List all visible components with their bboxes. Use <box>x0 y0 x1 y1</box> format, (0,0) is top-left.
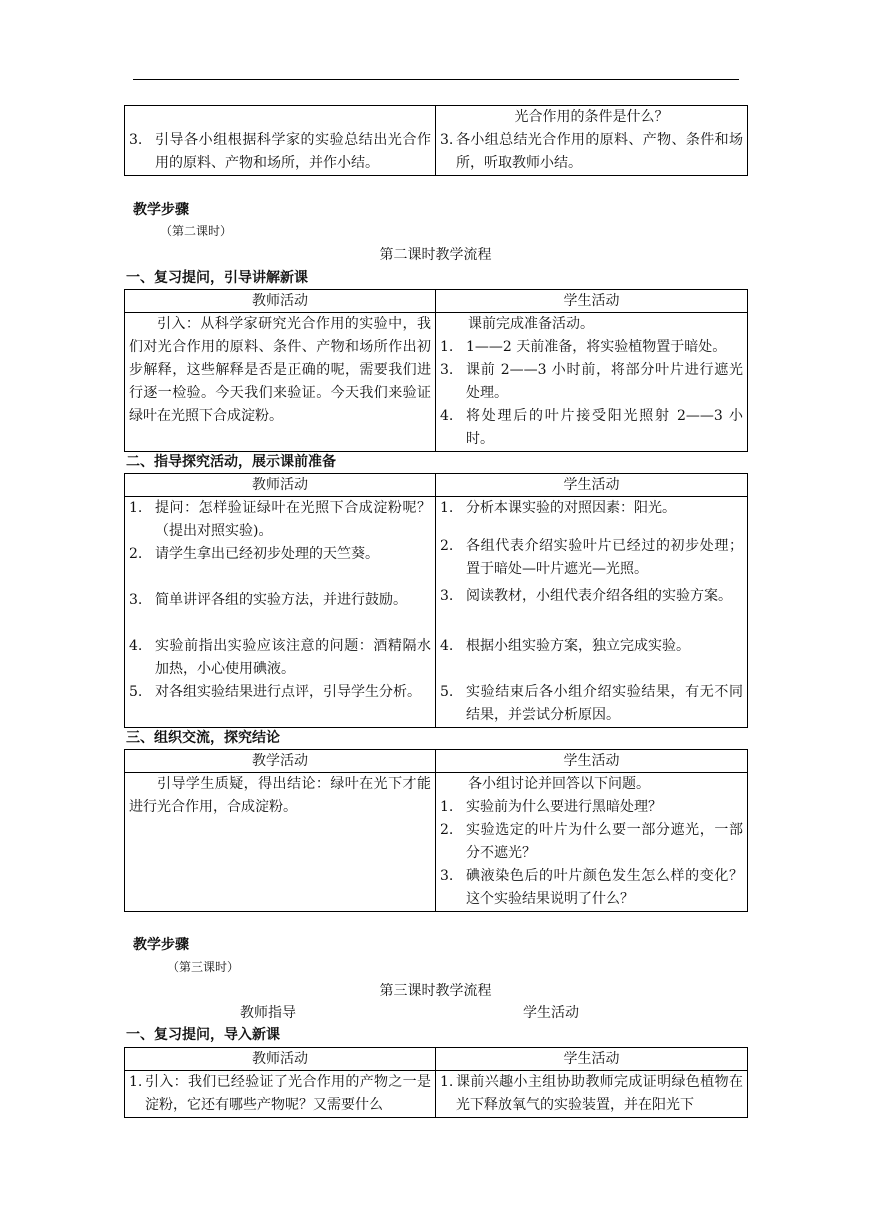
continuation-table <box>124 105 748 176</box>
list-item: 3. 碘液染色后的叶片颜色发生怎么样的变化？这个实验结果说明了什么？ <box>440 868 743 907</box>
lesson3-step1-table <box>124 1047 748 1118</box>
list-item: 1. 分析本课实验的对照因素：阳光。 <box>440 500 676 516</box>
section-heading: 教学步骤 <box>133 937 189 953</box>
step-heading: 一、复习提问，导入新课 <box>126 1027 280 1043</box>
col-header-student: 学生活动 <box>436 750 748 773</box>
step-heading: 一、复习提问，引导讲解新课 <box>126 270 308 286</box>
table-row <box>125 497 748 728</box>
col-header-student: 学生活动 <box>436 474 748 497</box>
header-rule <box>133 79 739 80</box>
col-header-student: 学生活动 <box>436 290 748 313</box>
lesson2-step1-table <box>124 289 748 452</box>
list-item: 3. 课前 2——3 小时前，将部分叶片进行遮光处理。 <box>440 362 743 401</box>
step-heading: 二、指导探究活动，展示课前准备 <box>126 454 336 470</box>
table-row <box>125 773 748 912</box>
col-header-teacher: 教师活动 <box>125 290 436 313</box>
lesson2-step2-table <box>124 473 748 728</box>
table-header-row <box>125 290 748 313</box>
list-item: 2. 实验选定的叶片为什么要一部分遮光，一部分不遮光？ <box>440 822 743 861</box>
list-item: 3. 简单讲评各组的实验方法，并进行鼓励。 <box>129 592 407 608</box>
list-item: 1. 课前兴趣小主组协助教师完成证明绿色植物在光下释放氧气的实验装置，并在阳光下 <box>440 1074 743 1113</box>
teacher-cell <box>125 106 436 176</box>
list-item: 1. 1——2 天前准备，将实验植物置于暗处。 <box>440 339 727 355</box>
list-item: 2. 请学生拿出已经初步处理的天竺葵。 <box>129 546 379 562</box>
step-heading: 三、组织交流，探究结论 <box>126 730 280 746</box>
list-item: 5. 对各组实验结果进行点评，引导学生分析。 <box>129 684 421 700</box>
student-cell <box>436 1071 748 1118</box>
table-row <box>125 106 748 176</box>
student-cell: 课前完成准备活动。 1. 1——2 天前准备，将实验植物置于暗处。 3. 课前 2——3 小时前，将部分叶片进行遮光处理。 4. 将处理后的叶片接受阳光照射 2——3 小时。 <box>436 313 748 452</box>
table-row <box>125 1071 748 1118</box>
list-item: 4. 将处理后的叶片接受阳光照射 2——3 小时。 <box>440 408 743 447</box>
teacher-cell <box>125 1071 436 1118</box>
list-item: 2. 各组代表介绍实验叶片已经过的初步处理；置于暗处—叶片遮光—光照。 <box>440 538 743 577</box>
list-item: 3. 各小组总结光合作用的原料、产物、条件和场所，听取教师小结。 <box>440 132 743 171</box>
guide-student-label: 学生活动 <box>523 1005 579 1021</box>
student-cell <box>436 497 748 728</box>
list-item: 1. 实验前为什么要进行黑暗处理？ <box>440 799 662 815</box>
col-header-teacher: 教学活动 <box>125 750 436 773</box>
lesson-subtitle: （第三课时） <box>167 960 240 974</box>
list-item: 1. 引入：我们已经验证了光合作用的产物之一是淀粉，它还有哪些产物呢？又需要什么 <box>129 1074 431 1113</box>
flow-title: 第三课时教学流程 <box>379 983 492 999</box>
list-item: 4. 实验前指出实验应该注意的问题：酒精隔水加热，小心使用碘液。 <box>129 638 431 677</box>
list-item: 3. 引导各小组根据科学家的实验总结出光合作用的原料、产物和场所，并作小结。 <box>129 132 431 171</box>
lesson-subtitle: （第二课时） <box>160 224 233 238</box>
list-item: 3. 阅读教材，小组代表介绍各组的实验方案。 <box>440 588 732 604</box>
table-header-row <box>125 1048 748 1071</box>
col-header-student: 学生活动 <box>436 1048 748 1071</box>
list-item: 1. 提问：怎样验证绿叶在光照下合成淀粉呢？（提出对照实验)。 <box>129 500 431 539</box>
table-row <box>125 313 748 452</box>
student-cell: 各小组讨论并回答以下问题。 1. 实验前为什么要进行黑暗处理？ 2. 实验选定的叶片为什么要一部分遮光，一部分不遮光？ 3. 碘液染色后的叶片颜色发生怎么样的变化？这个实验结果说明了什么？ <box>436 773 748 912</box>
guide-teacher-label: 教师指导 <box>240 1005 296 1021</box>
lesson2-step3-table <box>124 749 748 912</box>
flow-title: 第二课时教学流程 <box>379 247 492 263</box>
col-header-teacher: 教师活动 <box>125 1048 436 1071</box>
table-header-row <box>125 474 748 497</box>
col-header-teacher: 教师活动 <box>125 474 436 497</box>
list-item: 4. 根据小组实验方案，独立完成实验。 <box>440 638 690 654</box>
teacher-cell <box>125 497 436 728</box>
list-item: 5. 实验结束后各小组介绍实验结果，有无不同结果，并尝试分析原因。 <box>440 684 743 723</box>
table-header-row <box>125 750 748 773</box>
section-heading: 教学步骤 <box>133 202 189 218</box>
teacher-cell: 引入：从科学家研究光合作用的实验中，我们对光合作用的原料、条件、产物和场所作出初步解释，这些解释是否是正确的呢，需要我们进行逐一检验。今天我们来验证。今天我们来验证绿叶在光照下合成淀粉。 <box>125 313 436 452</box>
teacher-cell: 引导学生质疑，得出结论：绿叶在光下才能进行光合作用，合成淀粉。 <box>125 773 436 912</box>
student-cell: 光合作用的条件是什么？ 3. 各小组总结光合作用的原料、产物、条件和场所，听取教师小结。 <box>436 106 748 176</box>
